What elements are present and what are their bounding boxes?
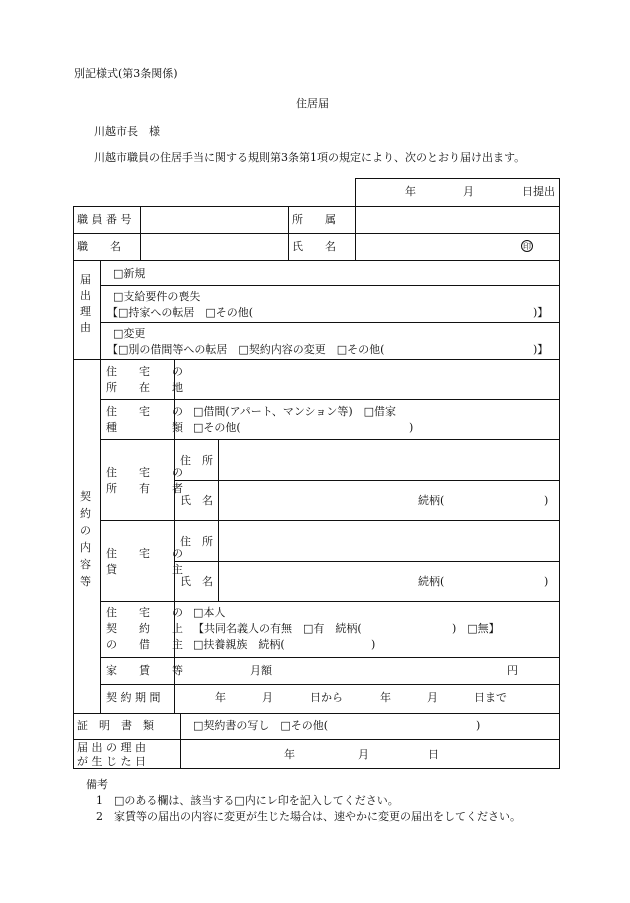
lender-label-2: 貸 主	[106, 563, 183, 576]
note-1-number: 1	[96, 794, 103, 807]
reason-change-detail: 【□別の借間等への転居 □契約内容の変更 □その他(	[107, 343, 385, 356]
seal-mark: 印	[523, 242, 531, 251]
occurrence-month: 月	[358, 748, 369, 761]
rent-monthly-label: 月額	[250, 664, 272, 677]
reason-loss-detail: 【□持家への転居 □その他(	[107, 306, 254, 319]
type-option-other: □その他(	[193, 421, 241, 434]
rent-label: 家 賃 等	[106, 664, 183, 677]
form-title: 住居届	[296, 97, 329, 110]
owner-name-label: 氏 名	[180, 494, 213, 507]
addressee: 川越市長 様	[94, 125, 160, 138]
period-start-month: 月	[262, 691, 273, 704]
note-2: 家賃等の届出の内容に変更が生じた場合は、速やかに変更の届出をしてください。	[114, 810, 521, 823]
lender-relation: 続柄(	[418, 575, 445, 588]
borrower-joint: 【共同名義人の有無 □有 続柄(	[193, 622, 362, 635]
location-label-1: 住 宅 の	[106, 365, 183, 378]
period-end-day: 日まで	[474, 691, 507, 704]
type-label-2: 種 類	[106, 421, 183, 434]
borrower-dependent: □扶養親族 続柄(	[193, 638, 285, 651]
reason-label: 届出理由	[80, 273, 91, 334]
type-label-1: 住 宅 の	[106, 405, 183, 418]
reason-loss-close: )】	[533, 306, 549, 319]
borrower-joint-close: ) □無】	[452, 622, 500, 635]
owner-address-label: 住 所	[180, 454, 213, 467]
period-end-month: 月	[427, 691, 438, 704]
submit-month-label: 月	[463, 185, 474, 198]
occurrence-year: 年	[284, 748, 295, 761]
lender-address-label: 住 所	[180, 535, 213, 548]
lender-relation-close: )	[544, 575, 549, 588]
staff-id-label: 職 員 番 号	[77, 213, 132, 226]
type-option-line1: □借間(アパート、マンション等) □借家	[193, 405, 397, 418]
reason-loss: □支給要件の喪失	[113, 290, 201, 303]
certificate-close: )	[476, 719, 481, 732]
period-end-year: 年	[380, 691, 391, 704]
owner-relation: 続柄(	[418, 494, 445, 507]
name-label: 氏 名	[292, 240, 336, 253]
note-2-number: 2	[96, 810, 103, 823]
department-label: 所 属	[292, 213, 336, 226]
notes-title: 備考	[86, 778, 108, 791]
owner-label-1: 住 宅 の	[106, 466, 183, 479]
reason-change-close: )】	[533, 343, 549, 356]
location-label-2: 所 在 地	[106, 381, 183, 394]
rent-unit: 円	[507, 664, 518, 677]
occurrence-day: 日	[428, 748, 439, 761]
period-start-day: 日から	[310, 691, 343, 704]
owner-label-2: 所 有 者	[106, 482, 183, 495]
borrower-label-2: 契 約 上	[106, 622, 183, 635]
submit-year-label: 年	[405, 185, 416, 198]
note-1: □のある欄は、該当する□内にレ印を記入してください。	[114, 794, 399, 807]
position-label: 職 名	[77, 240, 121, 253]
certificate-options: □契約書の写し □その他(	[193, 719, 329, 732]
lender-label-1: 住 宅 の	[106, 547, 183, 560]
occurrence-label-2: が 生 じ た 日	[77, 755, 146, 768]
borrower-label-1: 住 宅 の	[106, 606, 183, 619]
reason-new: □新規	[113, 267, 146, 280]
reason-change: □変更	[113, 327, 146, 340]
contract-label: 契約の内容等	[80, 490, 91, 588]
form-reference: 別記様式(第3条関係)	[74, 67, 178, 80]
borrower-label-3: の 借 主	[106, 638, 183, 651]
borrower-dependent-close: )	[371, 638, 376, 651]
period-start-year: 年	[215, 691, 226, 704]
borrower-self: □本人	[193, 606, 226, 619]
submit-day-label: 日提出	[522, 185, 555, 198]
period-label: 契 約 期 間	[106, 691, 161, 704]
owner-relation-close: )	[544, 494, 549, 507]
occurrence-label-1: 届 出 の 理 由	[77, 741, 146, 754]
lender-name-label: 氏 名	[180, 575, 213, 588]
type-option-other-close: )	[409, 421, 414, 434]
intro-text: 川越市職員の住居手当に関する規則第3条第1項の規定により、次のとおり届け出ます。	[94, 151, 526, 164]
certificate-label: 証 明 書 類	[77, 719, 154, 732]
